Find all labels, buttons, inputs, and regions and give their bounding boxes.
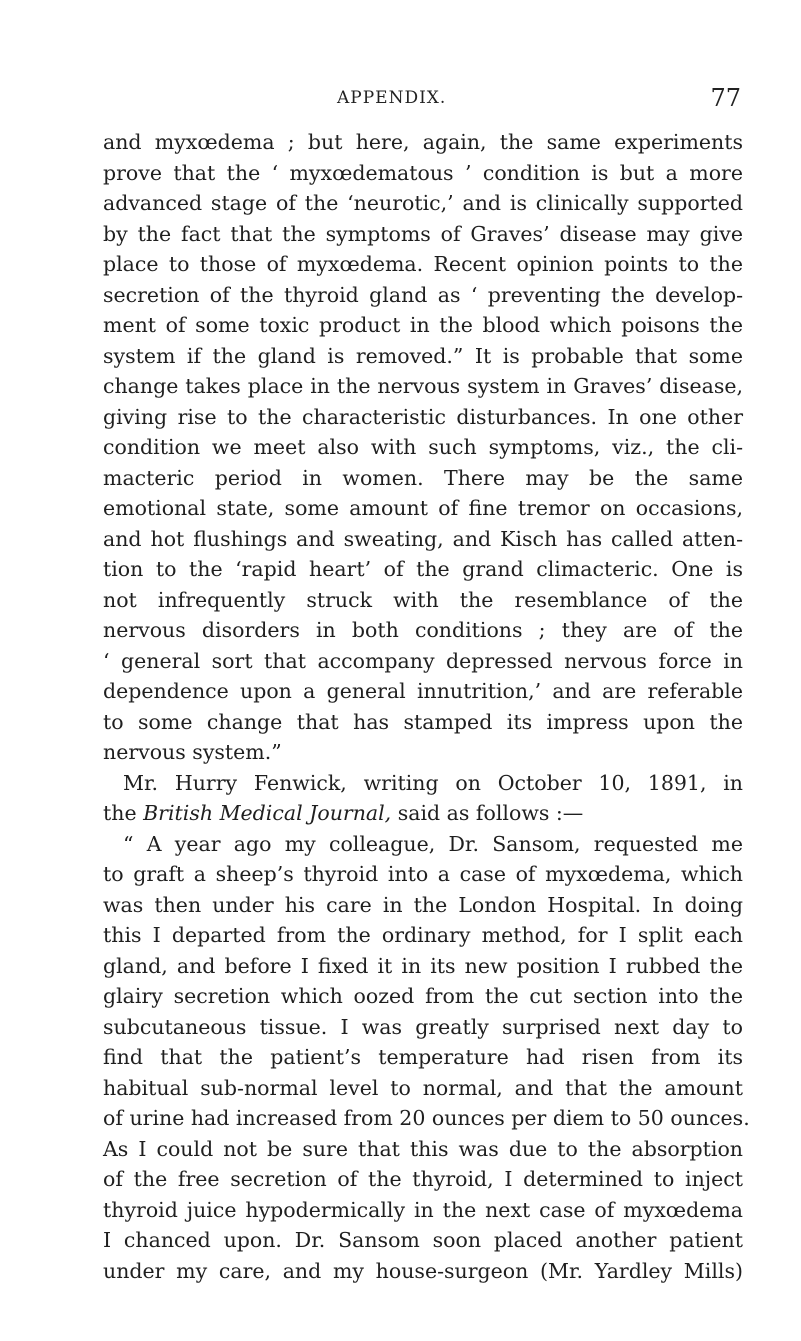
text-line-citation	[103, 798, 743, 829]
text-line: by the fact that the symptoms of Graves’ disease may give	[103, 221, 743, 246]
running-head	[0, 84, 801, 112]
page-number: 77	[710, 84, 741, 112]
text-line: to some change that has stamped its impress upon the	[103, 709, 743, 734]
text-line: I chanced upon. Dr. Sansom soon placed another patient	[103, 1228, 743, 1252]
text-fragment: the	[103, 801, 137, 825]
text-line: giving rise to the characteristic disturbances. In one other	[103, 404, 743, 429]
text-line: of the free secretion of the thyroid, I determined to inject	[103, 1167, 743, 1191]
text-line: macteric period in women. There may be the same	[103, 465, 743, 490]
text-line: dependence upon a general innutrition,’ and are referable	[103, 679, 743, 703]
text-line: system if the gland is removed.” It is probable that some	[103, 343, 743, 368]
text-line: of urine had increased from 20 ounces per diem to 50 ounces.	[103, 1106, 750, 1130]
text-line: not infrequently struck with the resemblance of the	[103, 587, 743, 612]
text-line: nervous disorders in both conditions ; they are of the	[103, 618, 743, 642]
text-line: ‘ general sort that accompany depressed nervous force in	[103, 648, 743, 673]
text-line: tion to the ‘rapid heart’ of the grand climacteric. One is	[103, 557, 743, 581]
body-text	[103, 127, 750, 1286]
text-line: “ A year ago my colleague, Dr. Sansom, requested me	[123, 831, 743, 856]
journal-title: British Medical Journal,	[143, 801, 392, 825]
text-line: change takes place in the nervous system in Graves’ disease,	[103, 374, 743, 398]
text-line: thyroid juice hypodermically in the next case of myxœdema	[103, 1197, 743, 1222]
text-line: and myxœdema ; but here, again, the same experiments	[103, 130, 743, 154]
text-line: this I departed from the ordinary method, for I split each	[103, 923, 743, 947]
text-line: condition we meet also with such symptoms, viz., the cli-	[103, 435, 743, 459]
text-line: emotional state, some amount of fine tremor on occasions,	[103, 496, 743, 520]
text-line: and hot flushings and sweating, and Kisch has called atten-	[103, 526, 743, 551]
text-line: under my care, and my house-surgeon (Mr. Yardley Mills)	[103, 1258, 743, 1283]
text-line: secretion of the thyroid gland as ‘ preventing the develop-	[103, 282, 743, 307]
text-line: prove that the ‘ myxœdematous ’ condition is but a more	[103, 160, 743, 185]
section-title: APPENDIX.	[337, 88, 447, 108]
text-line: nervous system.”	[103, 740, 282, 764]
text-line: habitual sub-normal level to normal, and that the amount	[103, 1075, 743, 1100]
text-line: glairy secretion which oozed from the cut section into the	[103, 984, 743, 1008]
text-line: was then under his care in the London Hospital. In doing	[103, 892, 743, 917]
text-fragment: said as follows :—	[397, 801, 584, 825]
text-line: place to those of myxœdema. Recent opinion points to the	[103, 252, 743, 276]
text-line: subcutaneous tissue. I was greatly surprised next day to	[103, 1014, 743, 1039]
text-line: advanced stage of the ‘neurotic,’ and is clinically supported	[103, 191, 743, 215]
text-line: ment of some toxic product in the blood which poisons the	[103, 313, 743, 337]
text-line: As I could not be sure that this was due to the absorption	[103, 1136, 743, 1161]
text-line: find that the patient’s temperature had risen from its	[103, 1045, 743, 1069]
text-line: Mr. Hurry Fenwick, writing on October 10, 1891, in	[123, 770, 743, 795]
text-line: gland, and before I fixed it in its new position I rubbed the	[103, 953, 743, 978]
text-line: to graft a sheep’s thyroid into a case of myxœdema, which	[103, 862, 743, 886]
